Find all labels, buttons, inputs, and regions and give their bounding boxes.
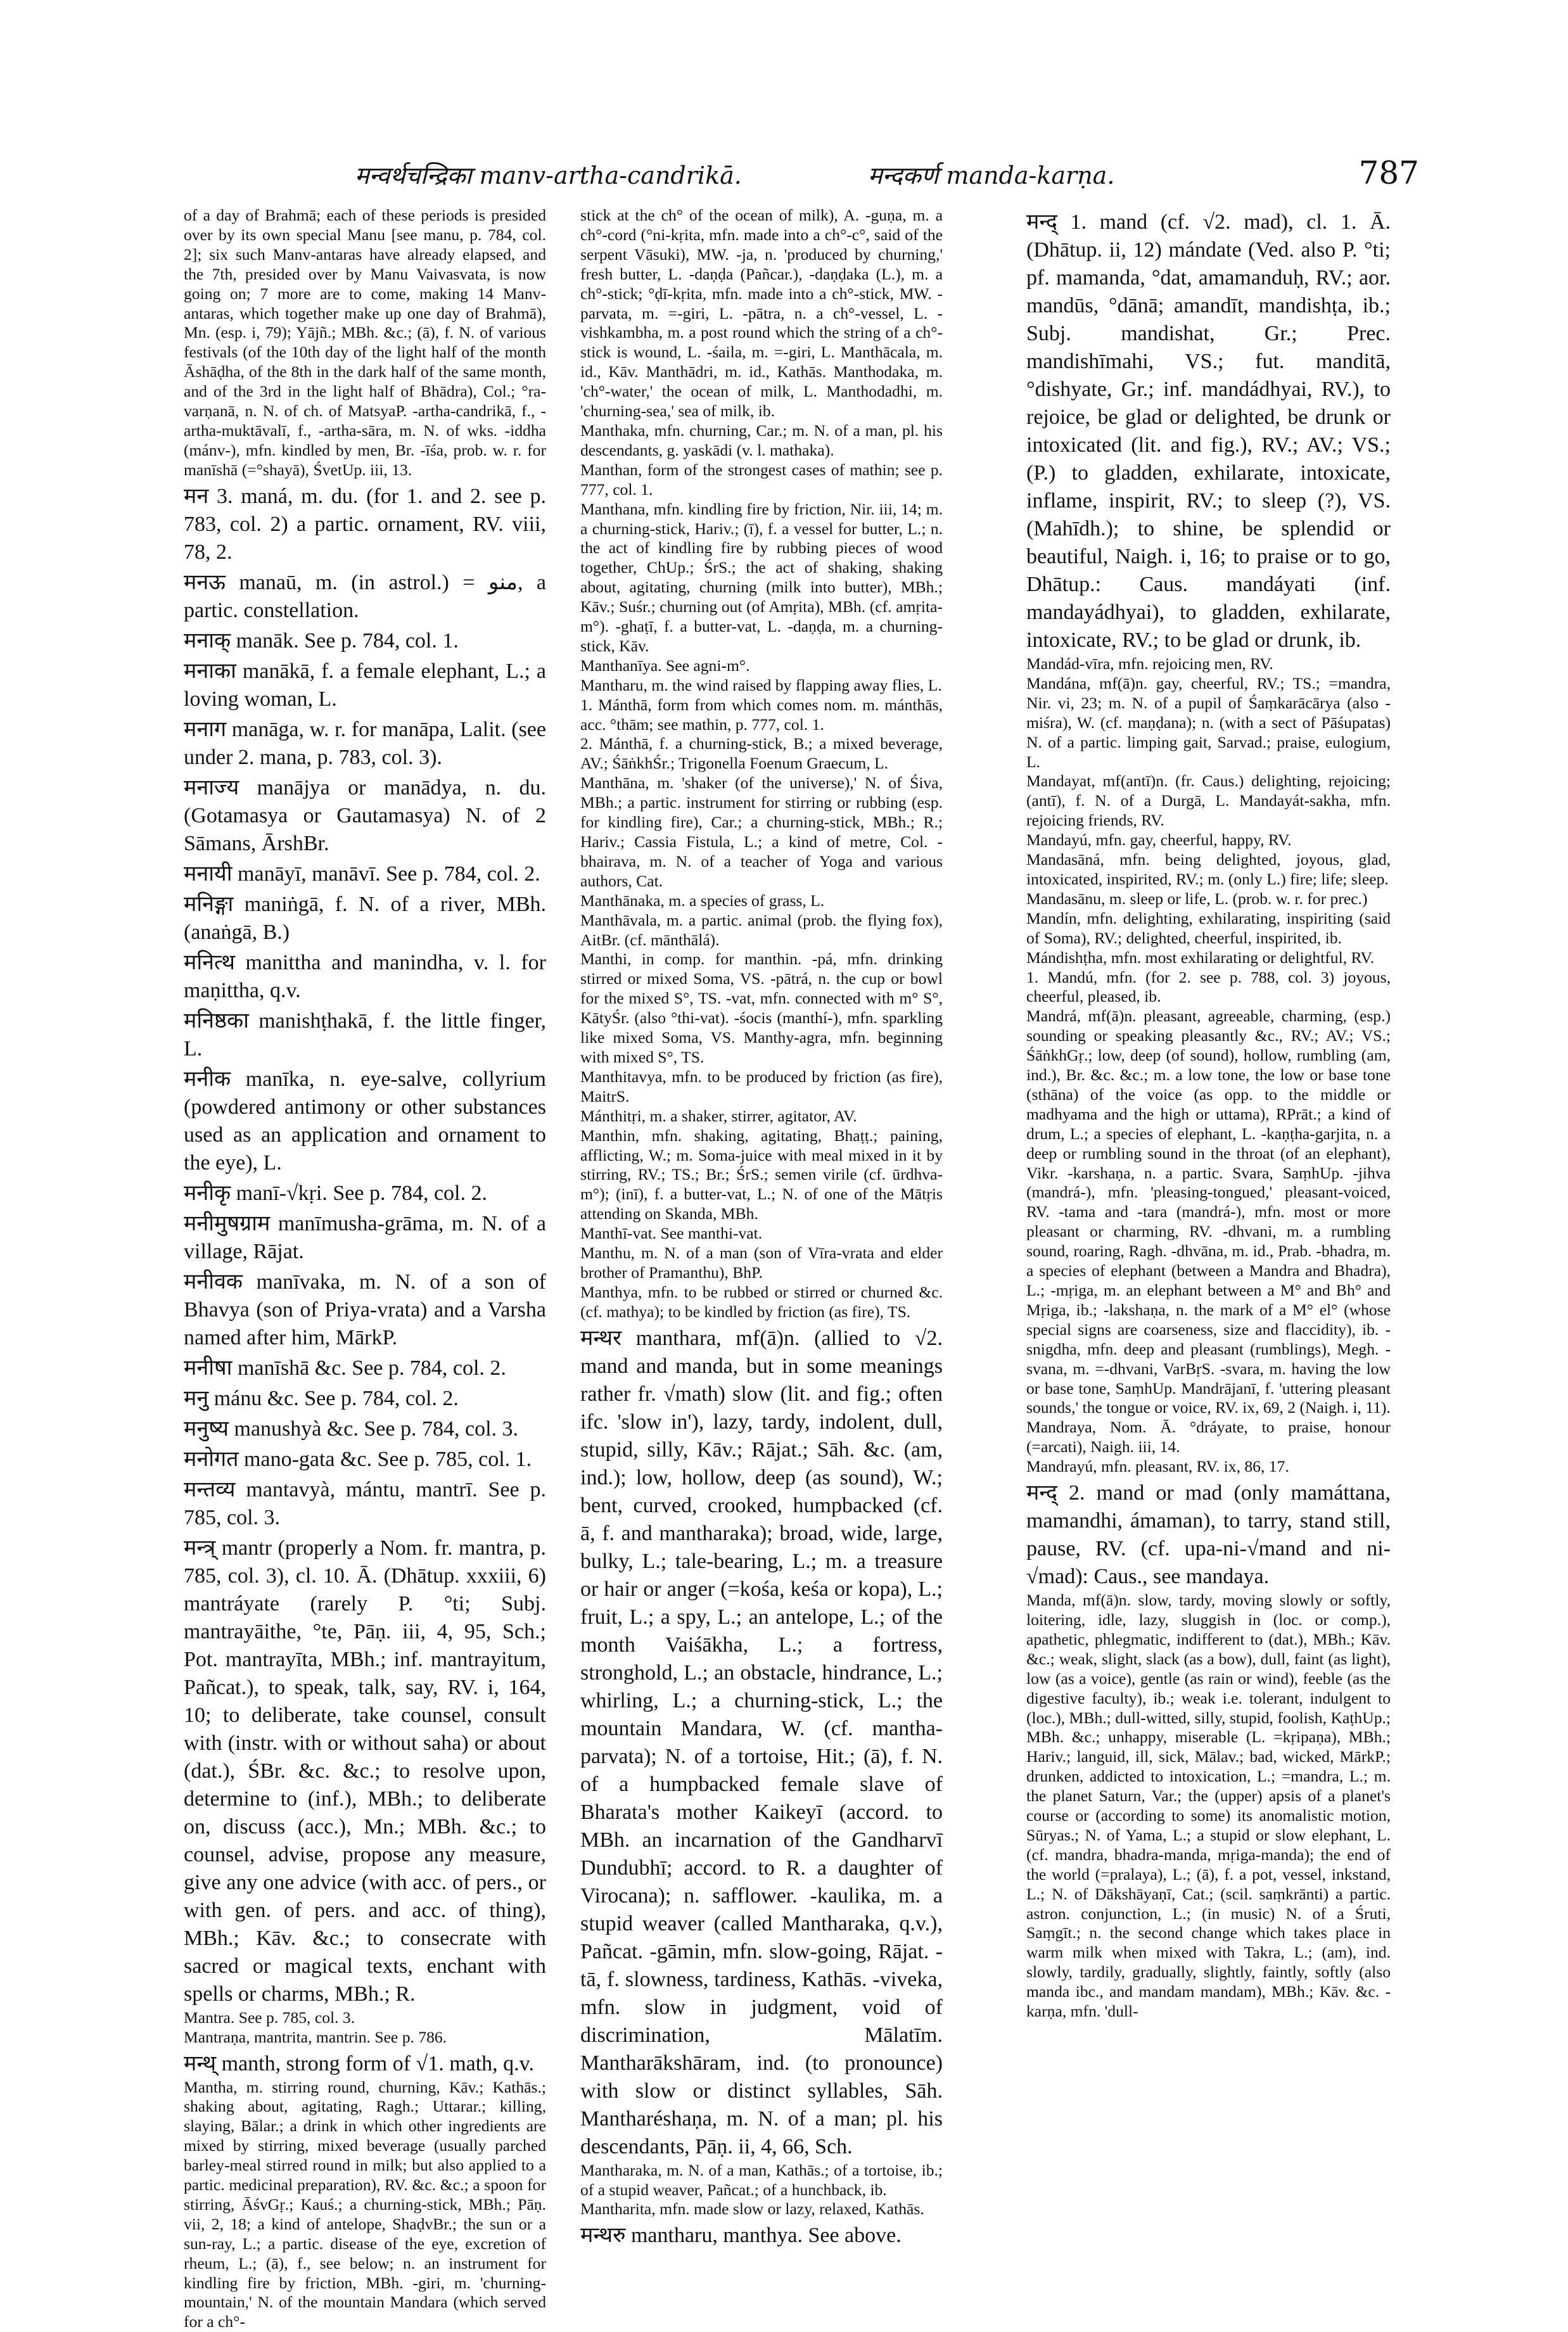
dictionary-entry: मनिष्ठका manishṭhakā, f. the little finger, L. bbox=[184, 1007, 546, 1063]
dictionary-entry: Manthan, form of the strongest cases of mathin; see p. 777, col. 1. bbox=[580, 461, 943, 500]
column-middle bbox=[580, 206, 943, 2182]
dictionary-entry: Mantra. See p. 785, col. 3. bbox=[184, 2008, 546, 2028]
dictionary-entry: मनऊ manaū, m. (in astrol.) = منو, a partic. constellation. bbox=[184, 569, 546, 625]
dictionary-entry: मनायी manāyī, manāvī. See p. 784, col. 2. bbox=[184, 860, 546, 888]
column-right bbox=[1026, 206, 1391, 2182]
dictionary-entry: मनोगत mano-gata &c. See p. 785, col. 1. bbox=[184, 1446, 546, 1474]
dictionary-entry: मन्थरु mantharu, manthya. See above. bbox=[580, 2222, 943, 2250]
dictionary-entry: मन्थर manthara, mf(ā)n. (allied to √2. mand and manda, but in some meanings rather fr. √math) slow (lit. and fig.; often ifc. 'slow in'), lazy, tardy, indolent, dull, stupid, silly, Kāv.; Rājat.; Sāh. &c. (am, ind.); low, hollow, deep (as sound), W.; bent, curved, crooked, humpbacked (cf. ā, f. and mantharaka); broad, wide, large, bulky, L.; tale-bearing, L.; m. a treasure or hair or anger (=kośa, keśa or kopa), L.; fruit, L.; a spy, L.; an antelope, L.; of the month Vaiśākha, L.; a fortress, stronghold, L.; an obstacle, hindrance, L.; whirling, L.; a churning-stick, L.; the mountain Mandara, W. (cf. mantha-parvata); N. of a tortoise, Hit.; (ā), f. N. of a humpbacked female slave of Bharata's mother Kaikeyī (accord. to MBh. an incarnation of the Gandharvī Dundubhī; accord. to R. a daughter of Virocana); n. safflower. -kaulika, m. a stupid weaver (called Mantharaka, q.v.), Pañcat. -gāmin, mfn. slow-going, Rājat. -tā, f. slowness, tardiness, Kathās. -viveka, mfn. slow in judgment, void of discrimination, Mālatīm. Mantharākshāram, ind. (to pronounce) with slow or distinct syllables, Sāh. Mantharéshaṇa, m. N. of a man; pl. his descendants, Pāṇ. ii, 4, 66, Sch. bbox=[580, 1325, 943, 2161]
dictionary-entry: Mandraya, Nom. Ā. °dráyate, to praise, honour (=arcati), Naigh. iii, 14. bbox=[1026, 1418, 1391, 1457]
dictionary-entry: Manda, mf(ā)n. slow, tardy, moving slowly or softly, loitering, idle, lazy, sluggish in (loc. or comp.), apathetic, phlegmatic, indifferent to (dat.), MBh.; Kāv. &c.; weak, slight, slack (as a bow), dull, faint (as light), low (as a voice), gentle (as rain or wind), feeble (as the digestive faculty), ib.; weak i.e. tolerant, indulgent to (loc.), MBh.; dull-witted, silly, stupid, foolish, KaṭhUp.; MBh. &c.; unhappy, miserable (L. =kṛipaṇa), MBh.; Hariv.; languid, ill, sick, Mālav.; bad, wicked, MārkP.; drunken, addicted to intoxication, L.; =mandra, L.; m. the planet Saturn, Var.; the (upper) apsis of a planet's course or (according to some) its anomalistic motion, Sūryas.; N. of Yama, L.; a stupid or slow elephant, L. (cf. mandra, bhadra-manda, mṛiga-manda); the end of the world (=pralaya), L.; (ā), f. a pot, vessel, inkstand, L.; N. of Dākshāyaṇī, Cat.; (scil. saṃkrānti) a partic. astron. conjunction, L.; (in music) N. of a Śruti, Saṃgīt.; n. the second change which takes place in warm milk when mixed with Takra, L.; (am), ind. slowly, tardily, gradually, slightly, faintly, softly (also manda ibc., and mandam mandam), MBh.; Kāv. &c. -karṇa, mfn. 'dull- bbox=[1026, 1591, 1391, 2022]
dictionary-entry: मनीमुषग्राम manīmusha-grāma, m. N. of a village, Rājat. bbox=[184, 1210, 546, 1266]
dictionary-entry: Manthana, mfn. kindling fire by friction, Nir. iii, 14; m. a churning-stick, Hariv.; (ī), f. a vessel for butter, L.; n. the act of kindling fire by rubbing pieces of wood together, ChUp.; ŚrS.; the act of shaking, shaking about, agitating, churning (milk into butter), MBh.; Kāv.; Suśr.; churning out (of Amṛita), MBh. (cf. amṛita-m°). -ghaṭī, f. a butter-vat, L. -daṇḍa, m. a churning-stick, Kāv. bbox=[580, 500, 943, 656]
dictionary-entry: मन्द् 1. mand (cf. √2. mad), cl. 1. Ā. (Dhātup. ii, 12) mándate (Ved. also P. °ti; pf. mamanda, °dat, amamanduḥ, RV.; aor. mandūs, °dānā; amandīt, mandishṭa, ib.; Subj. mandishat, Gr.; Prec. mandishīmahi, VS.; fut. manditā, °dishyate, Gr.; inf. mandádhyai, RV.), to rejoice, be glad or delighted, be drunk or intoxicated (lit. and fig.), RV.; AV.; VS.; (P.) to gladden, exhilarate, intoxicate, inflame, inspirit, RV.; to sleep (?), VS. (Mahīdh.); to shine, be splendid or beautiful, Naigh. i, 16; to praise or to go, Dhātup.: Caus. mandáyati (inf. mandayádhyai), to gladden, exhilarate, intoxicate, RV.; to be glad or drunk, ib. bbox=[1026, 208, 1391, 654]
dictionary-entry: Mandrayú, mfn. pleasant, RV. ix, 86, 17. bbox=[1026, 1457, 1391, 1477]
dictionary-entry: Mandasānu, m. sleep or life, L. (prob. w. r. for prec.) bbox=[1026, 889, 1391, 909]
dictionary-entry: Mandayú, mfn. gay, cheerful, happy, RV. bbox=[1026, 831, 1391, 850]
dictionary-entry: मनाज्य manājya or manādya, n. du. (Gotamasya or Gautamasya) N. of 2 Sāmans, ĀrshBr. bbox=[184, 774, 546, 858]
dictionary-entry: Mandána, mf(ā)n. gay, cheerful, RV.; TS.; =mandra, Nir. vi, 23; m. N. of a pupil of Śaṃkarācārya (also -miśra), W. (cf. maṇḍana); n. (with a sect of Pāśupatas) N. of a partic. limping gait, Sarvad.; praise, eulogium, L. bbox=[1026, 674, 1391, 772]
dictionary-entry: मन्त्र् mantr (properly a Nom. fr. mantra, p. 785, col. 3), cl. 10. Ā. (Dhātup. xxxiii, 6) mantráyate (rarely P. °ti; Subj. mantrayāithe, °te, Pāṇ. iii, 4, 95, Sch.; Pot. mantrayīta, MBh.; inf. mantrayitum, Pañcat.), to speak, talk, say, RV. i, 164, 10; to deliberate, take counsel, consult with (instr. with or without saha) or about (dat.), ŚBr. &c. &c.; to resolve upon, determine to (inf.), MBh.; to deliberate on, discuss (acc.), Mn.; MBh. &c.; to counsel, advise, propose any measure, give any one advice (with acc. of pers., or with gen. of pers. and acc. of thing), MBh.; Kāv. &c.; to consecrate with sacred or magical texts, enchant with spells or charms, MBh.; R. bbox=[184, 1534, 546, 2008]
dictionary-entry: मनाक् manāk. See p. 784, col. 1. bbox=[184, 627, 546, 655]
dictionary-entry: मन 3. maná, m. du. (for 1. and 2. see p. 783, col. 2) a partic. ornament, RV. viii, 78, 2. bbox=[184, 483, 546, 566]
dictionary-entry: Mánthitṛi, m. a shaker, stirrer, agitator, AV. bbox=[580, 1107, 943, 1126]
dictionary-entry: मनाका manākā, f. a female elephant, L.; a loving woman, L. bbox=[184, 658, 546, 713]
dictionary-entry: Manthī-vat. See manthi-vat. bbox=[580, 1224, 943, 1244]
header-right-guide-word: मन्दकर्ण manda-karṇa. bbox=[868, 158, 1114, 191]
dictionary-entry: Mantraṇa, mantrita, mantrin. See p. 786. bbox=[184, 2028, 546, 2048]
dictionary-entry: Mantha, m. stirring round, churning, Kāv.; Kathās.; shaking about, agitating, Ragh.; Uttarar.; killing, slaying, Bālar.; a drink in which other ingredients are mixed by stirring, mixed beverage (usually parched barley-meal stirred round in milk; but also applied to a partic. medicinal preparation), RV. &c. &c.; a spoon for stirring, ĀśvGṛ.; Kauś.; a churning-stick, MBh.; Pāṇ. vii, 2, 18; a kind of antelope, ShaḍvBr.; the sun or a sun-ray, L.; a partic. disease of the eye, excretion of rheum, L.; (ā), f., see below; n. an instrument for kindling fire by friction, MBh. -giri, m. 'churning-mountain,' N. of the mountain Mandara (which served for a ch°- bbox=[184, 2078, 546, 2332]
dictionary-entry: मनीषा manīshā &c. See p. 784, col. 2. bbox=[184, 1354, 546, 1382]
dictionary-entry: Manthya, mfn. to be rubbed or stirred or churned &c. (cf. mathya); to be kindled by friction (as fire), TS. bbox=[580, 1283, 943, 1322]
dictionary-entry: Mantharita, mfn. made slow or lazy, relaxed, Kathās. bbox=[580, 2200, 943, 2219]
dictionary-entry: Manthanīya. See agni-m°. bbox=[580, 656, 943, 676]
page-header bbox=[177, 158, 1419, 196]
dictionary-entry: Manthi, in comp. for manthin. -pá, mfn. drinking stirred or mixed Soma, VS. -pātrá, n. the cup or bowl for the mixed S°, TS. -vat, mfn. connected with m° S°, KātyŚr. (also °thi-vat). -śocis (manthí-), mfn. sparkling like mixed Soma, VS. Manthy-agra, mfn. beginning with mixed S°, TS. bbox=[580, 950, 943, 1067]
dictionary-entry: 2. Mánthā, f. a churning-stick, B.; a mixed beverage, AV.; ŚāṅkhŚr.; Trigonella Foenum Graecum, L. bbox=[580, 734, 943, 774]
dictionary-entry: Mandád-vīra, mfn. rejoicing men, RV. bbox=[1026, 654, 1391, 674]
dictionary-entry: मन्थ् manth, strong form of √1. math, q.v. bbox=[184, 2050, 546, 2078]
page-number: 787 bbox=[1359, 155, 1419, 191]
dictionary-entry: मन्द् 2. mand or mad (only mamáttana, mamandhi, ámaman), to tarry, stand still, pause, RV. (cf. upa-ni-√mand and ni-√mad): Caus., see mandaya. bbox=[1026, 1479, 1391, 1591]
dictionary-entry: Manthu, m. N. of a man (son of Vīra-vrata and elder brother of Pramanthu), BhP. bbox=[580, 1244, 943, 1283]
column-left bbox=[184, 206, 546, 2182]
dictionary-entry: Manthitavya, mfn. to be produced by friction (as fire), MaitrS. bbox=[580, 1067, 943, 1107]
dictionary-entry: Mandasāná, mfn. being delighted, joyous, glad, intoxicated, inspirited, RV.; m. (only L.) fire; life; sleep. bbox=[1026, 850, 1391, 889]
dictionary-entry: मनु mánu &c. See p. 784, col. 2. bbox=[184, 1385, 546, 1413]
dictionary-entry: 1. Mandú, mfn. (for 2. see p. 788, col. 3) joyous, cheerful, pleased, ib. bbox=[1026, 968, 1391, 1007]
dictionary-entry: Mantharaka, m. N. of a man, Kathās.; of a tortoise, ib.; of a stupid weaver, Pañcat.; of a hunchback, ib. bbox=[580, 2161, 943, 2200]
dictionary-entry: of a day of Brahmā; each of these periods is presided over by its own special Manu [see manu, p. 784, col. 2]; six such Manv-antaras have already elapsed, and the 7th, presided over by Manu Vaivasvata, is now going on; 7 more are to come, making 14 Manv-antaras, which together make up one day of Brahmā), Mn. (esp. i, 79); Yājñ.; MBh. &c.; (ā), f. N. of various festivals (of the 10th day of the light half of the month Āshāḍha, of the 8th in the dark half of the same month, and of the 3rd in the light half of Bhādra), Col.; °ra-varṇanā, n. N. of ch. of MatsyaP. -artha-candrikā, f., -artha-muktāvalī, f., -artha-sāra, m. N. of wks. -iddha (mánv-), mfn. kindled by men, Br. -īśa, prob. w. r. for manīshā (=°shayā), ŚvetUp. iii, 13. bbox=[184, 206, 546, 480]
dictionary-entry: मनीवक manīvaka, m. N. of a son of Bhavya (son of Priya-vrata) and a Varsha named after him, MārkP. bbox=[184, 1268, 546, 1352]
dictionary-entry: Mandrá, mf(ā)n. pleasant, agreeable, charming, (esp.) sounding or speaking pleasantly &c., RV.; AV.; VS.; ŚāṅkhGṛ.; low, deep (of sound), hollow, rumbling (am, ind.), Br. &c. &c.; m. a low tone, the low or base tone (sthāna) of the voice (as opp. to the middle or madhyama and the high or uttama), RPrāt.; a kind of drum, L.; a species of elephant, L. -kaṇṭha-garjita, n. a deep or rumbling sound in the throat (of an elephant), Vikr. -karshaṇa, n. a partic. Svara, SaṃhUp. -jihva (mandrá-), mfn. 'pleasing-tongued,' pleasant-voiced, RV. -tama and -tara (mandrá-), mfn. most or more pleasant or charming, RV. -dhvani, m. a rumbling sound, roaring, Ragh. -dhvāna, m. id., Prab. -bhadra, m. a species of elephant (between a Mandra and Bhadra), L.; -mṛiga, m. an elephant between a M° and Bh° and Mṛiga, ib.; -lakshaṇa, n. the mark of a M° el° (whose special signs are coarseness, size and flaccidity), ib. -snigdha, mfn. deep and pleasant (rumblings), Megh. -svana, m. =-dhvani, VarBṛS. -svara, m. having the low or base tone, SaṃhUp. Mandrājanī, f. 'uttering pleasant sounds,' the tongue or voice, RV. ix, 69, 2 (Naigh. i, 11). bbox=[1026, 1007, 1391, 1418]
dictionary-entry: Mandayat, mf(antī)n. (fr. Caus.) delighting, rejoicing; (antī), f. N. of a Durgā, L. Mandayát-sakha, mfn. rejoicing friends, RV. bbox=[1026, 772, 1391, 831]
dictionary-entry: मनीक manīka, n. eye-salve, collyrium (powdered antimony or other substances used as an application and ornament to the eye), L. bbox=[184, 1066, 546, 1177]
dictionary-entry: मनित्थ manittha and manindha, v. l. for maṇittha, q.v. bbox=[184, 949, 546, 1005]
dictionary-entry: Mándishṭha, mfn. most exhilarating or delightful, RV. bbox=[1026, 948, 1391, 968]
dictionary-entry: Mantharu, m. the wind raised by flapping away flies, L. bbox=[580, 676, 943, 696]
dictionary-entry: Mandín, mfn. delighting, exhilarating, inspiriting (said of Soma), RV.; delighted, cheerful, inspirited, ib. bbox=[1026, 909, 1391, 948]
dictionary-entry: Manthāna, m. 'shaker (of the universe),' N. of Śiva, MBh.; a partic. instrument for stirring or rubbing (esp. for kindling fire), Car.; a churning-stick, MBh.; R.; Hariv.; Cassia Fistula, L.; a kind of metre, Col. -bhairava, m. N. of a teacher of Yoga and various authors, Cat. bbox=[580, 774, 943, 891]
dictionary-entry: Manthāvala, m. a partic. animal (prob. the flying fox), AitBr. (cf. mānthālá). bbox=[580, 911, 943, 950]
dictionary-entry: Manthānaka, m. a species of grass, L. bbox=[580, 891, 943, 911]
dictionary-entry: Manthin, mfn. shaking, agitating, Bhaṭṭ.; paining, afflicting, W.; m. Soma-juice with meal mixed in it by stirring, RV.; TS.; Br.; ŚrS.; semen virile (cf. ūrdhva-m°); (inī), f. a butter-vat, L.; N. of one of the Mātṛis attending on Skanda, MBh. bbox=[580, 1126, 943, 1225]
dictionary-entry: 1. Mánthā, form from which comes nom. m. mánthās, acc. °thām; see mathin, p. 777, col. 1. bbox=[580, 696, 943, 735]
dictionary-entry: मनुष्य manushyà &c. See p. 784, col. 3. bbox=[184, 1415, 546, 1443]
dictionary-entry: मनिङ्गा maniṅgā, f. N. of a river, MBh. (anaṅgā, B.) bbox=[184, 891, 546, 946]
dictionary-entry: Manthaka, mfn. churning, Car.; m. N. of a man, pl. his descendants, g. yaskādi (v. l. mathaka). bbox=[580, 421, 943, 461]
dictionary-entry: मनीकृ manī-√kṛi. See p. 784, col. 2. bbox=[184, 1180, 546, 1207]
header-left-guide-word: मन्वर्थचन्द्रिका manv-artha-candrikā. bbox=[355, 158, 742, 191]
dictionary-entry: मन्तव्य mantavyà, mántu, mantrī. See p. 785, col. 3. bbox=[184, 1476, 546, 1532]
dictionary-entry: मनाग manāga, w. r. for manāpa, Lalit. (see under 2. mana, p. 783, col. 3). bbox=[184, 716, 546, 772]
dictionary-entry: stick at the ch° of the ocean of milk), A. -guṇa, m. a ch°-cord (°ni-kṛita, mfn. made into a ch°-c°, said of the serpent Vāsuki), MW. -ja, n. 'produced by churning,' fresh butter, L. -daṇḍa (Pañcar.), -daṇḍaka (L.), m. a ch°-stick; °ḍī-kṛita, mfn. made into a ch°-stick, MW. -parvata, m. =-giri, L. -pātra, n. a ch°-vessel, L. -vishkambha, m. a post round which the string of a ch°-stick is wound, L. -śaila, m. =-giri, L. Manthācala, m. id., Kāv. Manthādri, m. id., Kathās. Manthodaka, m. 'ch°-water,' the ocean of milk, L. Manthodadhi, m. 'churning-sea,' sea of milk, ib. bbox=[580, 206, 943, 421]
